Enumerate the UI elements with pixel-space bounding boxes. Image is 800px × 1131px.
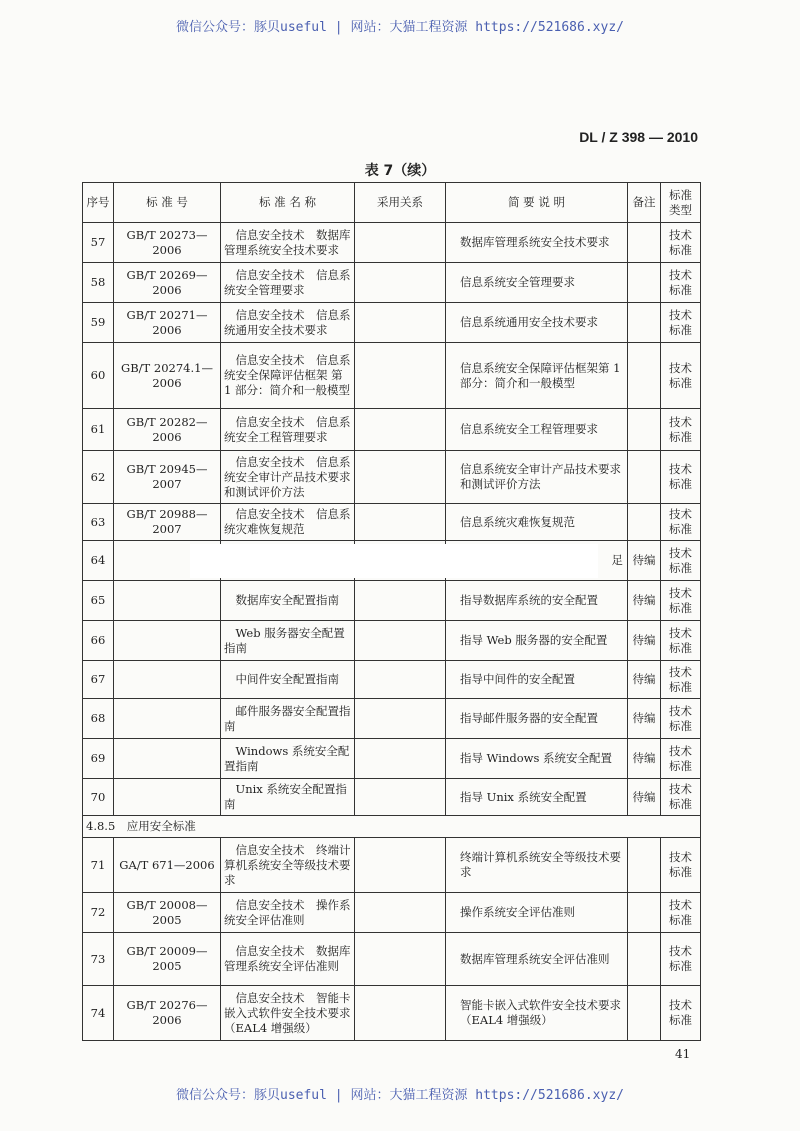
table-row <box>83 933 701 986</box>
cell-desc: 指导 Windows 系统安全配置 <box>446 739 628 779</box>
cell-code: GB/T 20945—2007 <box>114 451 221 504</box>
cell-no: 70 <box>83 779 114 816</box>
cell-name: 邮件服务器安全配置指南 <box>221 699 355 739</box>
cell-note: 待编 <box>628 739 661 779</box>
cell-type: 技术标准 <box>661 933 701 986</box>
cell-name: Web 服务器安全配置指南 <box>221 621 355 661</box>
table-row <box>83 303 701 343</box>
cell-type: 技术标准 <box>661 541 701 581</box>
cell-code: GB/T 20273—2006 <box>114 223 221 263</box>
cell-type: 技术标准 <box>661 303 701 343</box>
cell-code: GB/T 20269—2006 <box>114 263 221 303</box>
cell-no: 58 <box>83 263 114 303</box>
cell-note: 待编 <box>628 581 661 621</box>
cell-adopt <box>355 893 446 933</box>
cell-note: 待编 <box>628 541 661 581</box>
cell-desc: 信息系统安全审计产品技术要求和测试评价方法 <box>446 451 628 504</box>
cell-desc: 操作系统安全评估准则 <box>446 893 628 933</box>
cell-note <box>628 451 661 504</box>
cell-note <box>628 263 661 303</box>
cell-desc: 指导 Unix 系统安全配置 <box>446 779 628 816</box>
cell-desc: 智能卡嵌入式软件安全技术要求（EAL4 增强级） <box>446 986 628 1041</box>
cell-name: 信息安全技术 操作系统安全评估准则 <box>221 893 355 933</box>
cell-code: GA/T 671—2006 <box>114 838 221 893</box>
cell-adopt <box>355 621 446 661</box>
cell-no: 69 <box>83 739 114 779</box>
cell-name: 信息安全技术 智能卡嵌入式软件安全技术要求（EAL4 增强级） <box>221 986 355 1041</box>
cell-name: 信息安全技术 数据库管理系统安全技术要求 <box>221 223 355 263</box>
cell-desc: 信息系统安全保障评估框架第 1 部分：简介和一般模型 <box>446 343 628 409</box>
cell-note <box>628 303 661 343</box>
cell-type: 技术标准 <box>661 779 701 816</box>
cell-type: 技术标准 <box>661 504 701 541</box>
cell-desc: 指导 Web 服务器的安全配置 <box>446 621 628 661</box>
cell-note: 待编 <box>628 661 661 699</box>
table-row <box>83 409 701 451</box>
cell-code: GB/T 20274.1—2006 <box>114 343 221 409</box>
cell-type: 技术标准 <box>661 581 701 621</box>
cell-adopt <box>355 263 446 303</box>
cell-type: 技术标准 <box>661 838 701 893</box>
table-row <box>83 838 701 893</box>
cell-code <box>114 621 221 661</box>
table-row <box>83 779 701 816</box>
cell-code: GB/T 20988—2007 <box>114 504 221 541</box>
table-row <box>83 581 701 621</box>
cell-adopt <box>355 779 446 816</box>
cell-adopt <box>355 303 446 343</box>
cell-no: 61 <box>83 409 114 451</box>
table-row <box>83 223 701 263</box>
cell-no: 67 <box>83 661 114 699</box>
table-row <box>83 263 701 303</box>
cell-adopt <box>355 933 446 986</box>
cell-code <box>114 739 221 779</box>
standard-code: DL / Z 398 — 2010 <box>579 129 698 145</box>
cell-desc: 信息系统灾难恢复规范 <box>446 504 628 541</box>
cell-adopt <box>355 838 446 893</box>
page-number: 41 <box>675 1047 691 1061</box>
cell-adopt <box>355 581 446 621</box>
cell-type: 技术标准 <box>661 699 701 739</box>
cell-type: 技术标准 <box>661 986 701 1041</box>
table-row <box>83 893 701 933</box>
cell-code: GB/T 20276—2006 <box>114 986 221 1041</box>
cell-desc: 足 <box>446 541 628 581</box>
cell-name: Unix 系统安全配置指南 <box>221 779 355 816</box>
cell-name: Windows 系统安全配置指南 <box>221 739 355 779</box>
cell-note <box>628 933 661 986</box>
cell-name: 信息安全技术 信息系统安全审计产品技术要求和测试评价方法 <box>221 451 355 504</box>
standards-table <box>82 182 701 1041</box>
cell-name: 信息安全技术 数据库管理系统安全评估准则 <box>221 933 355 986</box>
table-row <box>83 661 701 699</box>
cell-note <box>628 343 661 409</box>
header-row <box>83 183 701 223</box>
table-row <box>83 504 701 541</box>
cell-name: 信息安全技术 信息系统安全保障评估框架 第 1 部分：简介和一般模型 <box>221 343 355 409</box>
cell-name: 信息安全技术 信息系统安全工程管理要求 <box>221 409 355 451</box>
redaction-box <box>190 544 598 578</box>
cell-desc: 指导数据库系统的安全配置 <box>446 581 628 621</box>
cell-type: 技术标准 <box>661 661 701 699</box>
cell-code <box>114 581 221 621</box>
cell-note <box>628 409 661 451</box>
cell-no: 65 <box>83 581 114 621</box>
cell-adopt <box>355 223 446 263</box>
cell-note <box>628 223 661 263</box>
cell-type: 技术标准 <box>661 893 701 933</box>
section-row <box>83 816 701 838</box>
cell-adopt <box>355 343 446 409</box>
column-header: 采用关系 <box>355 183 446 223</box>
column-header: 标 准 名 称 <box>221 183 355 223</box>
cell-no: 68 <box>83 699 114 739</box>
cell-adopt <box>355 661 446 699</box>
cell-note: 待编 <box>628 699 661 739</box>
cell-name: 中间件安全配置指南 <box>221 661 355 699</box>
column-header: 简 要 说 明 <box>446 183 628 223</box>
cell-name: 信息安全技术 信息系统灾难恢复规范 <box>221 504 355 541</box>
table-row <box>83 343 701 409</box>
cell-desc: 数据库管理系统安全评估准则 <box>446 933 628 986</box>
table-row <box>83 621 701 661</box>
cell-no: 64 <box>83 541 114 581</box>
cell-desc: 指导中间件的安全配置 <box>446 661 628 699</box>
cell-no: 74 <box>83 986 114 1041</box>
cell-desc: 信息系统安全工程管理要求 <box>446 409 628 451</box>
cell-code: GB/T 20009—2005 <box>114 933 221 986</box>
cell-type: 技术标准 <box>661 621 701 661</box>
cell-name: 信息安全技术 信息系统安全管理要求 <box>221 263 355 303</box>
cell-note: 待编 <box>628 779 661 816</box>
cell-desc: 数据库管理系统安全技术要求 <box>446 223 628 263</box>
cell-code: GB/T 20271—2006 <box>114 303 221 343</box>
cell-name: 信息安全技术 信息系统通用安全技术要求 <box>221 303 355 343</box>
cell-note <box>628 986 661 1041</box>
cell-adopt <box>355 986 446 1041</box>
table-title: 表 7（续） <box>364 163 436 179</box>
table-row <box>83 699 701 739</box>
cell-note <box>628 893 661 933</box>
cell-code <box>114 661 221 699</box>
cell-desc: 信息系统安全管理要求 <box>446 263 628 303</box>
watermark-top: 微信公众号：豚贝useful | 网站：大猫工程资源 https://521686.xyz/ <box>176 20 624 35</box>
cell-type: 技术标准 <box>661 409 701 451</box>
table-row <box>83 986 701 1041</box>
cell-no: 63 <box>83 504 114 541</box>
column-header: 标 准 号 <box>114 183 221 223</box>
cell-note: 待编 <box>628 621 661 661</box>
cell-code <box>114 779 221 816</box>
cell-no: 72 <box>83 893 114 933</box>
cell-type: 技术标准 <box>661 343 701 409</box>
table-row <box>83 739 701 779</box>
cell-type: 技术标准 <box>661 451 701 504</box>
cell-no: 62 <box>83 451 114 504</box>
column-header: 备注 <box>628 183 661 223</box>
cell-desc: 指导邮件服务器的安全配置 <box>446 699 628 739</box>
cell-adopt <box>355 451 446 504</box>
cell-adopt <box>355 409 446 451</box>
cell-desc: 终端计算机系统安全等级技术要求 <box>446 838 628 893</box>
column-header: 标准类型 <box>661 183 701 223</box>
section-title: 4.8.5 应用安全标准 <box>83 816 701 838</box>
cell-code: GB/T 20282—2006 <box>114 409 221 451</box>
cell-no: 57 <box>83 223 114 263</box>
cell-no: 60 <box>83 343 114 409</box>
cell-type: 技术标准 <box>661 223 701 263</box>
watermark-bottom: 微信公众号：豚贝useful | 网站：大猫工程资源 https://521686.xyz/ <box>176 1088 624 1103</box>
cell-note <box>628 504 661 541</box>
cell-code: GB/T 20008—2005 <box>114 893 221 933</box>
cell-type: 技术标准 <box>661 263 701 303</box>
cell-note <box>628 838 661 893</box>
cell-no: 71 <box>83 838 114 893</box>
cell-name: 数据库安全配置指南 <box>221 581 355 621</box>
cell-code <box>114 699 221 739</box>
cell-no: 59 <box>83 303 114 343</box>
cell-name: 信息安全技术 终端计算机系统安全等级技术要求 <box>221 838 355 893</box>
cell-no: 66 <box>83 621 114 661</box>
cell-type: 技术标准 <box>661 739 701 779</box>
cell-desc: 信息系统通用安全技术要求 <box>446 303 628 343</box>
cell-adopt <box>355 739 446 779</box>
cell-no: 73 <box>83 933 114 986</box>
cell-adopt <box>355 699 446 739</box>
cell-adopt <box>355 504 446 541</box>
table-row <box>83 451 701 504</box>
column-header: 序号 <box>83 183 114 223</box>
